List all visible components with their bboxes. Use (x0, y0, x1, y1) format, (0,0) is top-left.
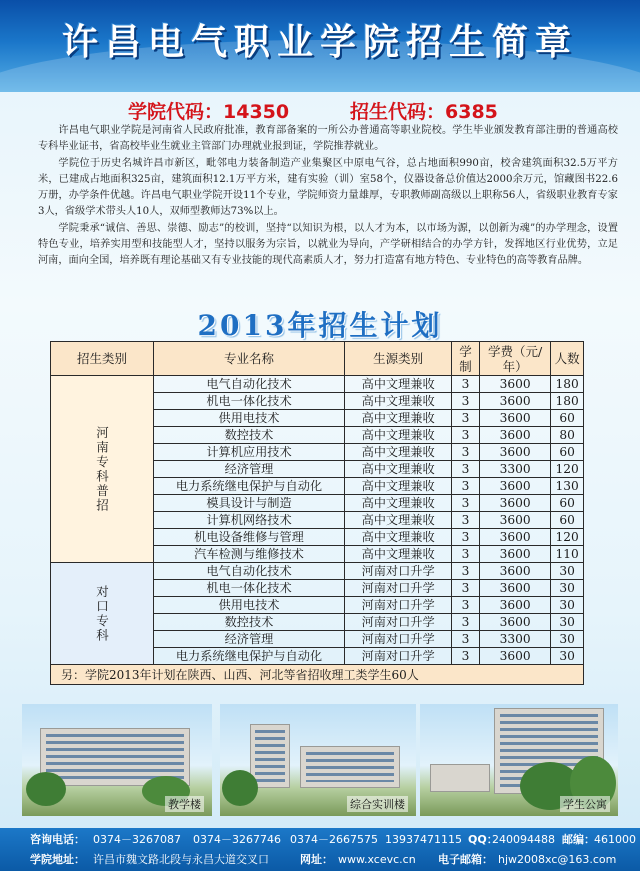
enrollment-table (50, 341, 584, 685)
fee-cell: 3600 (479, 495, 550, 512)
footer-contact (0, 828, 640, 871)
years-cell: 3 (452, 546, 480, 563)
table-row (51, 563, 584, 580)
count-cell: 30 (551, 614, 584, 631)
source-cell: 河南对口升学 (345, 614, 452, 631)
years-cell: 3 (452, 597, 480, 614)
fee-cell: 3600 (479, 376, 550, 393)
email-link[interactable]: hjw2008xc@163.com (498, 853, 617, 866)
dormitory-photo (420, 704, 618, 816)
source-cell: 高中文理兼收 (345, 444, 452, 461)
address-label: 学院地址： (30, 853, 85, 866)
fee-cell: 3600 (479, 444, 550, 461)
major-cell: 电力系统继电保护与自动化 (154, 478, 345, 495)
intro-text (38, 123, 618, 270)
years-cell: 3 (452, 393, 480, 410)
source-cell: 河南对口升学 (345, 631, 452, 648)
count-cell: 60 (551, 410, 584, 427)
count-cell: 30 (551, 597, 584, 614)
school-code: 学院代码：14350 (128, 101, 290, 123)
source-cell: 高中文理兼收 (345, 461, 452, 478)
qq-number: 240094488 (492, 833, 555, 846)
major-cell: 电力系统继电保护与自动化 (154, 648, 345, 665)
zip-code: 461000 (594, 833, 636, 846)
count-cell: 60 (551, 495, 584, 512)
years-cell: 3 (452, 512, 480, 529)
major-cell: 计算机应用技术 (154, 444, 345, 461)
major-cell: 电气自动化技术 (154, 376, 345, 393)
years-cell: 3 (452, 461, 480, 478)
count-cell: 110 (551, 546, 584, 563)
fee-cell: 3600 (479, 648, 550, 665)
count-cell: 60 (551, 512, 584, 529)
years-cell: 3 (452, 427, 480, 444)
photo-caption: 学生公寓 (560, 796, 610, 812)
table-row (51, 376, 584, 393)
fee-cell: 3600 (479, 529, 550, 546)
category-vocational: 对口专科 (51, 563, 154, 665)
years-cell: 3 (452, 495, 480, 512)
fee-cell: 3600 (479, 580, 550, 597)
major-cell: 供用电技术 (154, 597, 345, 614)
category-henan-general: 河南专科普招 (51, 376, 154, 563)
web-label: 网址： (300, 853, 333, 866)
count-cell: 130 (551, 478, 584, 495)
major-cell: 机电一体化技术 (154, 580, 345, 597)
admission-code: 招生代码：6385 (350, 101, 498, 123)
major-cell: 供用电技术 (154, 410, 345, 427)
count-cell: 120 (551, 529, 584, 546)
count-cell: 30 (551, 648, 584, 665)
website-link[interactable]: www.xcevc.cn (338, 853, 416, 866)
photo-caption: 综合实训楼 (347, 796, 408, 812)
photo-caption: 教学楼 (165, 796, 204, 812)
page-title: 许昌电气职业学院招生简章 (61, 22, 578, 63)
fee-cell: 3600 (479, 597, 550, 614)
source-cell: 河南对口升学 (345, 648, 452, 665)
header-major: 专业名称 (154, 342, 345, 376)
source-cell: 高中文理兼收 (345, 546, 452, 563)
fee-cell: 3600 (479, 478, 550, 495)
zip-label: 邮编： (562, 833, 595, 846)
years-cell: 3 (452, 614, 480, 631)
photo-strip (0, 704, 640, 829)
major-cell: 经济管理 (154, 631, 345, 648)
fee-cell: 3600 (479, 546, 550, 563)
fee-cell: 3600 (479, 393, 550, 410)
major-cell: 汽车检测与维修技术 (154, 546, 345, 563)
source-cell: 河南对口升学 (345, 563, 452, 580)
years-cell: 3 (452, 631, 480, 648)
table-note: 另：学院2013年计划在陕西、山西、河北等省招收理工类学生60人 (50, 665, 584, 685)
fee-cell: 3600 (479, 512, 550, 529)
count-cell: 30 (551, 563, 584, 580)
years-cell: 3 (452, 580, 480, 597)
header-category: 招生类别 (51, 342, 154, 376)
major-cell: 计算机网络技术 (154, 512, 345, 529)
source-cell: 高中文理兼收 (345, 376, 452, 393)
qq-label: QQ： (468, 833, 498, 846)
source-cell: 河南对口升学 (345, 597, 452, 614)
email-label: 电子邮箱： (438, 853, 493, 866)
teaching-building-photo (22, 704, 212, 816)
address: 许昌市魏文路北段与永昌大道交叉口 (93, 853, 269, 866)
major-cell: 模具设计与制造 (154, 495, 345, 512)
years-cell: 3 (452, 478, 480, 495)
fee-cell: 3600 (479, 563, 550, 580)
header-fee: 学费（元/年） (479, 342, 550, 376)
source-cell: 高中文理兼收 (345, 478, 452, 495)
phone-number: 0374－3267087 (93, 833, 181, 846)
intro-paragraph: 许昌电气职业学院是河南省人民政府批准，教育部备案的一所公办普通高等职业院校。学生毕业颁发教育部注册的普通高校专科毕业证书，省高校毕业生就业主管部门办理就业报到证，学院推荐就业。 (38, 125, 618, 153)
intro-paragraph: 学院位于历史名城许昌市新区，毗邻电力装备制造产业集聚区中原电气谷，总占地面积990亩，校舍建筑面积32.5万平方米，已建成占地面积325亩，建筑面积12.1万平方米，建有实验（训）室58个，仪器设备总价值达2000余万元，馆藏图书22.6万册，办学条件优越。许昌电气职业学院开设11个专业，学院师资力量雄厚，专职教师副高级以上职称56人，省级职业教育专家3人，省级学术带头人10人，双师型教师达73%以上。 (38, 157, 618, 218)
phone-number: 0374－2667575 (290, 833, 378, 846)
source-cell: 高中文理兼收 (345, 512, 452, 529)
fee-cell: 3300 (479, 461, 550, 478)
count-cell: 120 (551, 461, 584, 478)
source-cell: 高中文理兼收 (345, 427, 452, 444)
major-cell: 数控技术 (154, 614, 345, 631)
header-source: 生源类别 (345, 342, 452, 376)
major-cell: 电气自动化技术 (154, 563, 345, 580)
count-cell: 80 (551, 427, 584, 444)
source-cell: 高中文理兼收 (345, 393, 452, 410)
phone-number: 0374－3267746 (193, 833, 281, 846)
fee-cell: 3600 (479, 410, 550, 427)
fee-cell: 3600 (479, 427, 550, 444)
intro-paragraph: 学院秉承“诚信、善思、崇德、励志”的校训，坚持“以知识为根，以人才为本，以市场为源，以创新为魂”的办学理念，设置特色专业，培养实用型和技能型人才，坚持以服务为宗旨，以就业为导向，产学研相结合的办学方针，发挥地区行业优势，立足河南，面向全国，培养既有理论基础又有专业技能的现代高素质人才，努力打造富有地方特色、专业特色的高等教育品牌。 (38, 222, 618, 267)
count-cell: 30 (551, 631, 584, 648)
major-cell: 数控技术 (154, 427, 345, 444)
count-cell: 180 (551, 393, 584, 410)
phone-label: 咨询电话： (30, 833, 85, 846)
years-cell: 3 (452, 410, 480, 427)
source-cell: 高中文理兼收 (345, 410, 452, 427)
count-cell: 30 (551, 580, 584, 597)
years-cell: 3 (452, 529, 480, 546)
mobile-number: 13937471115 (385, 833, 462, 846)
source-cell: 高中文理兼收 (345, 495, 452, 512)
training-building-photo (220, 704, 416, 816)
major-cell: 机电设备维修与管理 (154, 529, 345, 546)
count-cell: 60 (551, 444, 584, 461)
years-cell: 3 (452, 563, 480, 580)
major-cell: 经济管理 (154, 461, 345, 478)
fee-cell: 3600 (479, 614, 550, 631)
header-years: 学制 (452, 342, 480, 376)
count-cell: 180 (551, 376, 584, 393)
years-cell: 3 (452, 648, 480, 665)
years-cell: 3 (452, 444, 480, 461)
table-header-row (51, 342, 584, 376)
years-cell: 3 (452, 376, 480, 393)
major-cell: 机电一体化技术 (154, 393, 345, 410)
source-cell: 高中文理兼收 (345, 529, 452, 546)
fee-cell: 3300 (479, 631, 550, 648)
plan-title: 2013年招生计划 (197, 309, 443, 342)
header-count: 人数 (551, 342, 584, 376)
header-banner (0, 0, 640, 92)
source-cell: 河南对口升学 (345, 580, 452, 597)
